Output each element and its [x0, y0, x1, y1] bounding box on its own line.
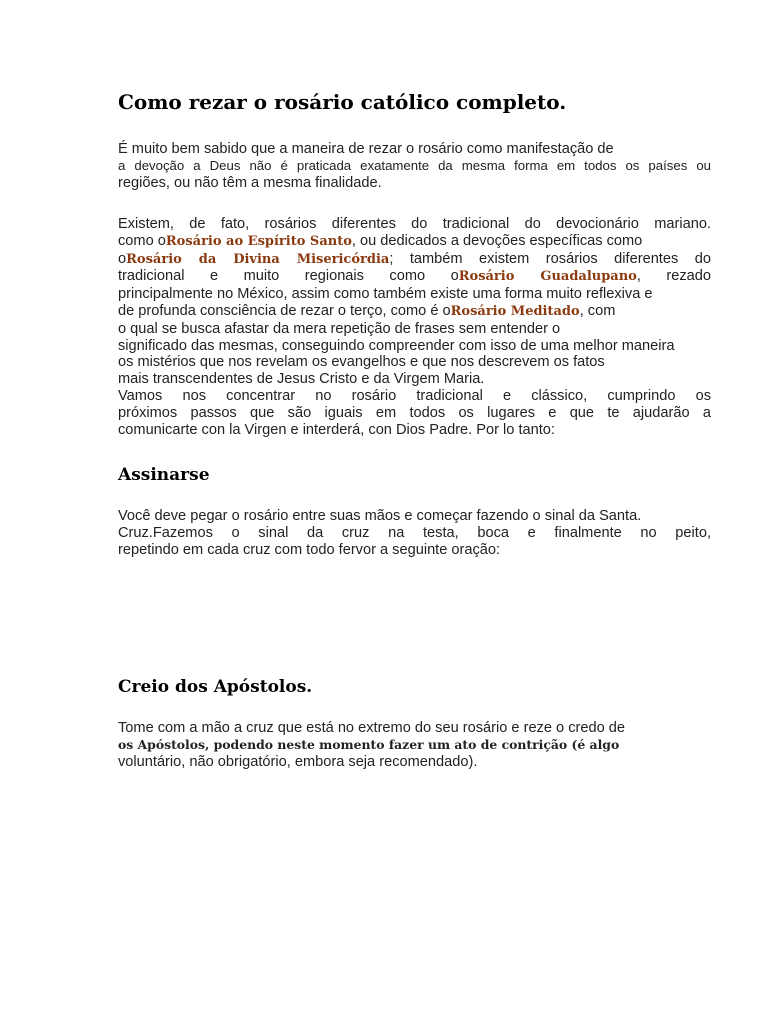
text-line: próximos passos que são iguais em todos os lugares e que te ajudarão a — [118, 404, 711, 421]
link-rosario-espirito-santo[interactable]: Rosário ao Espírito Santo — [165, 233, 352, 249]
text-line: repetindo em cada cruz com todo fervor a seguinte oração: — [118, 541, 501, 558]
text-line: os Apóstolos, podendo neste momento fazer um ato de contrição (é algo — [118, 736, 620, 752]
text-line: mais transcendentes de Jesus Cristo e da Virgem Maria. — [118, 371, 485, 388]
link-rosario-divina-misericordia[interactable]: Rosário da Divina Misericórdia — [126, 251, 390, 267]
link-rosario-guadalupano[interactable]: Rosário Guadalupano — [458, 269, 637, 285]
text-line: voluntário, não obrigatório, embora seja recomendado). — [118, 753, 478, 770]
creio-paragraph — [118, 720, 711, 770]
text-line: tradicional e muito regionais como oRosário Guadalupano, rezado — [118, 268, 712, 285]
text-line: Existem, de fato, rosários diferentes do tradicional do devocionário mariano. — [118, 216, 711, 232]
text-line: os mistérios que nos revelam os evangelhos e que nos descrevem os fatos — [118, 354, 605, 371]
text-line: regiões, ou não têm a mesma finalidade. — [118, 174, 382, 191]
page-title: Como rezar o rosário católico completo. — [118, 90, 567, 114]
link-rosario-meditado[interactable]: Rosário Meditado — [450, 303, 580, 319]
text-line: o qual se busca afastar da mera repetição de frases sem entender o — [118, 320, 561, 337]
assinarse-paragraph — [118, 508, 711, 558]
text-line: É muito bem sabido que a maneira de rezar o rosário como manifestação de — [118, 141, 614, 157]
text-line: Tome com a mão a cruz que está no extremo do seu rosário e reze o credo de — [118, 720, 625, 736]
text-line: principalmente no México, assim como também existe uma forma muito reflexiva e — [118, 286, 653, 303]
section-heading-creio: Creio dos Apóstolos. — [118, 677, 313, 697]
text-line: oRosário da Divina Misericórdia; também existem rosários diferentes do — [118, 250, 711, 267]
text-line: significado das mesmas, conseguindo compreender com isso de uma melhor maneira — [118, 337, 675, 354]
section-heading-assinarse: Assinarse — [118, 465, 210, 485]
intro-paragraph — [118, 141, 711, 191]
rosaries-paragraph — [118, 216, 711, 438]
text-line: Você deve pegar o rosário entre suas mãos e começar fazendo o sinal da Santa. — [118, 508, 642, 524]
text-line: de profunda consciência de rezar o terço, como é oRosário Meditado, com — [118, 302, 616, 319]
text-line: comunicarte con la Virgen e interderá, con Dios Padre. Por lo tanto: — [118, 421, 555, 438]
text-line: a devoção a Deus não é praticada exatamente da mesma forma em todos os países ou — [118, 157, 711, 173]
text-line: como oRosário ao Espírito Santo, ou dedicados a devoções específicas como — [118, 232, 643, 249]
text-line: Cruz.Fazemos o sinal da cruz na testa, boca e finalmente no peito, — [118, 524, 711, 541]
text-line: Vamos nos concentrar no rosário tradicional e clássico, cumprindo os — [118, 387, 711, 404]
